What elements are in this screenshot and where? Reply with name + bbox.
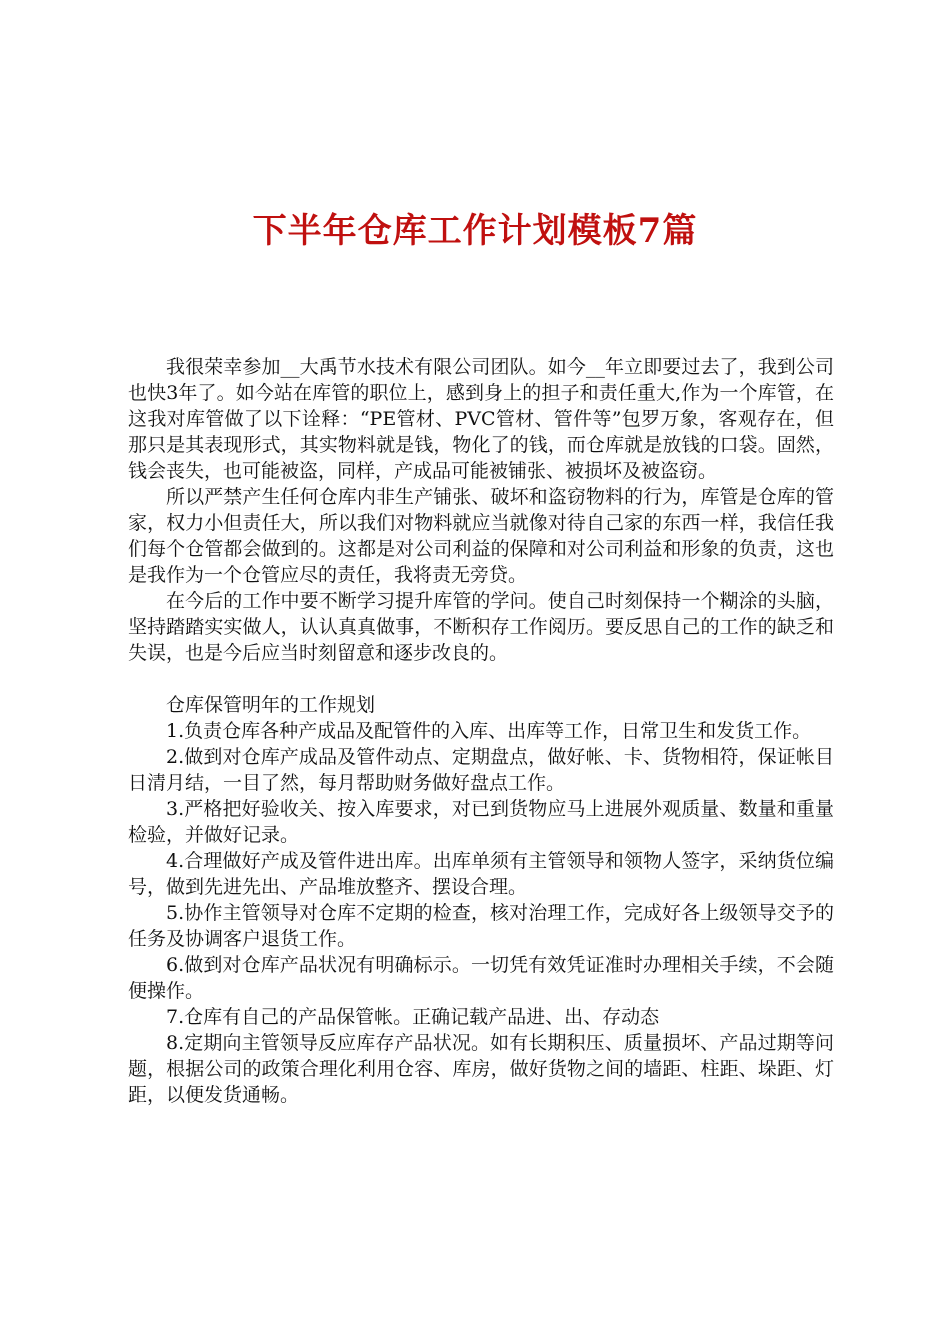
intro-paragraph-2: 所以严禁产生任何仓库内非生产铺张、破坏和盗窃物料的行为，库管是仓库的管家，权力小但责任大，所以我们对物料就应当就像对待自己家的东西一样，我信任我们每个仓管都会做到的。这都是对公司利益的保障和对公司利益和形象的负责，这也是我作为一个仓管应尽的责任，我将责无旁贷。: [128, 486, 834, 586]
plan-item-7: 7.仓库有自己的产品保管帐。正确记载产品进、出、存动态: [166, 1006, 660, 1028]
intro-paragraph-1: 我很荣幸参加__大禹节水技术有限公司团队。如今__年立即要过去了，我到公司也快3年了。如今站在库管的职位上，感到身上的担子和责任重大,作为一个库管，在这我对库管做了以下诠释：“PE管材、PVC管材、管件等”包罗万象，客观存在，但那只是其表现形式，其实物料就是钱，物化了的钱，而仓库就是放钱的口袋。固然，钱会丧失，也可能被盗，同样，产成品可能被铺张、被损坏及被盗窃。: [128, 356, 834, 482]
plan-item-1: 1.负责仓库各种产成品及配管件的入库、出库等工作，日常卫生和发货工作。: [166, 720, 812, 742]
document-body: [128, 354, 834, 1108]
section-spacer: [128, 666, 834, 692]
intro-paragraph-3: 在今后的工作中要不断学习提升库管的学问。使自己时刻保持一个糊涂的头脑，坚持踏踏实实做人，认认真真做事，不断积存工作阅历。要反思自己的工作的缺乏和失误，也是今后应当时刻留意和逐步改良的。: [128, 590, 834, 664]
plan-item-8: 8.定期向主管领导反应库存产品状况。如有长期积压、质量损坏、产品过期等问题，根据公司的政策合理化利用仓容、库房，做好货物之间的墙距、柱距、垛距、灯距，以便发货通畅。: [128, 1032, 834, 1106]
plan-heading: 仓库保管明年的工作规划: [166, 694, 376, 716]
plan-item-4: 4.合理做好产成及管件进出库。出库单须有主管领导和领物人签字，采纳货位编号，做到先进先出、产品堆放整齐、摆设合理。: [128, 850, 834, 898]
document-title: 下半年仓库工作计划模板7篇: [252, 211, 698, 251]
plan-item-2: 2.做到对仓库产成品及管件动点、定期盘点，做好帐、卡、货物相符，保证帐目日清月结，一目了然，每月帮助财务做好盘点工作。: [128, 746, 834, 794]
plan-item-6: 6.做到对仓库产品状况有明确标示。一切凭有效凭证准时办理相关手续，不会随便操作。: [128, 954, 834, 1002]
plan-item-3: 3.严格把好验收关、按入库要求，对已到货物应马上进展外观质量、数量和重量检验，并做好记录。: [128, 798, 834, 846]
plan-item-5: 5.协作主管领导对仓库不定期的检查，核对治理工作，完成好各上级领导交予的任务及协调客户退货工作。: [128, 902, 834, 950]
